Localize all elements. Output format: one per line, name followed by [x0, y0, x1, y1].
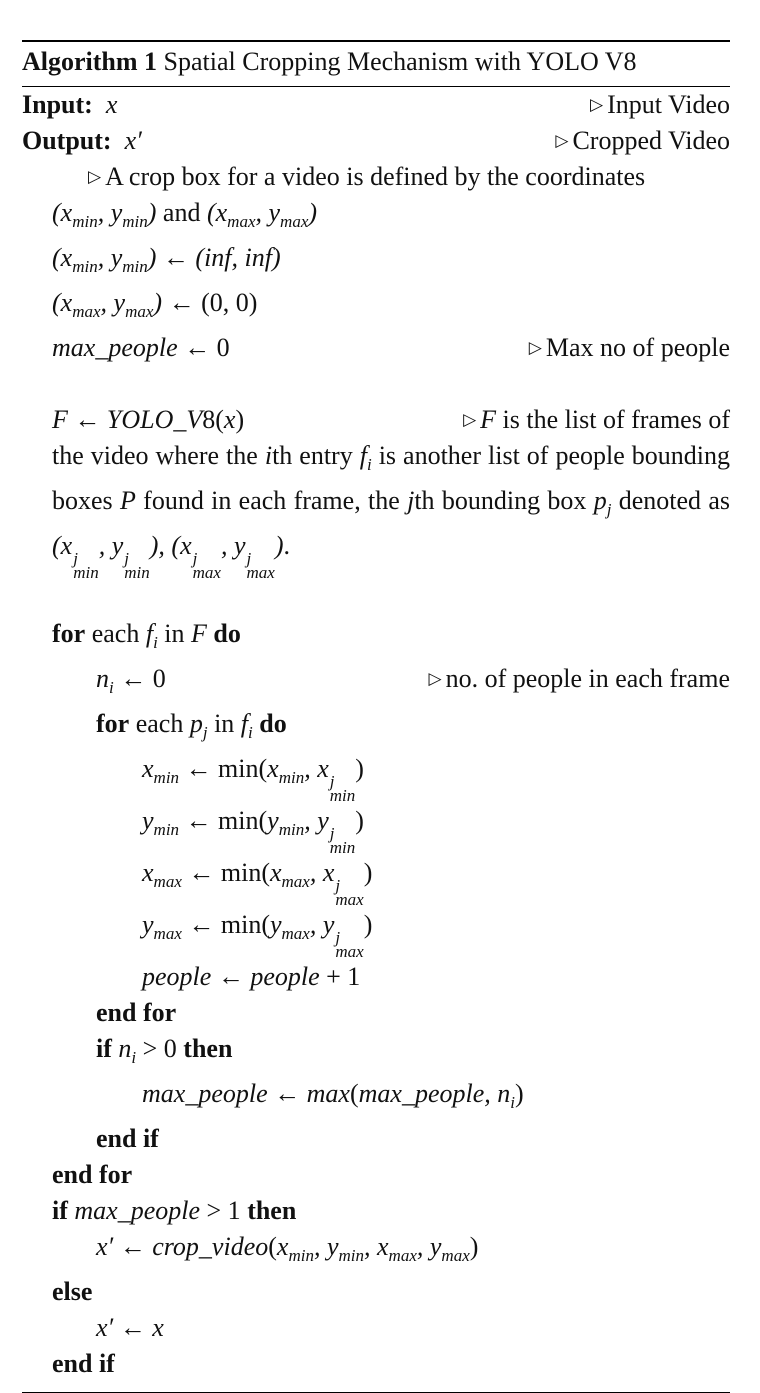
input-comment: ▷ Input Video	[590, 90, 730, 119]
output-comment: ▷ Cropped Video	[555, 126, 730, 155]
algo-line	[22, 959, 730, 995]
algo-line	[22, 1121, 730, 1157]
algo-line-text: max_people ← max(max_people, $n_i$)	[142, 1079, 524, 1112]
algo-line	[22, 803, 730, 855]
comment-triangle-icon: ▷	[590, 95, 604, 114]
algorithm-block	[22, 40, 730, 1393]
line-comment: ▷ no. of people in each frame	[428, 664, 730, 693]
blank-line	[22, 366, 730, 402]
algo-line	[22, 240, 730, 285]
algo-line	[22, 1157, 730, 1193]
algo-line-text: end for	[52, 1160, 133, 1189]
algo-line	[22, 907, 730, 959]
algo-line-text: ($x_{max}$, $y_{max}$) ← (0, 0)	[52, 288, 258, 321]
algorithm-title: Spatial Cropping Mechanism with YOLO V8	[163, 47, 637, 76]
algo-line	[22, 195, 730, 240]
algo-line-text: x′ ← x	[96, 1313, 164, 1342]
algo-line	[22, 330, 730, 366]
line-comment: ▷ Max no of people	[528, 333, 730, 362]
algo-line-text: if max_people > 1 then	[52, 1196, 297, 1225]
algo-line-text: $n_i$ ← 0	[96, 664, 166, 697]
algo-line-text: $y_{min}$ ← $\min(y_{min}$, y j min )	[142, 806, 364, 857]
algo-line-text: max_people ← 0	[52, 333, 230, 362]
algo-line	[22, 706, 730, 751]
comment-triangle-icon: ▷	[463, 410, 477, 429]
input-value: x	[105, 90, 118, 119]
wrapped-comment: the video where the ith entry $f_i$ is another list of people bounding boxes P found in each frame, the jth bounding box $p_j$ denoted as (x j min , y j min ), (x j max , y j max ).	[52, 441, 730, 582]
output-value: x′	[124, 126, 142, 155]
algo-line	[22, 661, 730, 706]
algo-line-text: x′ ← $crop\_video(x_{min}$, $y_{min}$, $x_{max}$, $y_{max}$)	[96, 1232, 479, 1265]
input-keyword: Input:	[22, 90, 93, 119]
input-line	[22, 87, 730, 123]
output-keyword: Output:	[22, 126, 112, 155]
algo-line	[22, 1031, 730, 1076]
algo-line	[22, 1346, 730, 1382]
algo-line-text: F ← YOLO_V8(x)	[52, 405, 245, 434]
algo-line-text: people ← people + 1	[142, 962, 361, 991]
line-comment: ▷ F is the list of frames of	[463, 405, 730, 434]
algo-line-text: ($x_{min}$, $y_{min}$) and ($x_{max}$, $y_{max}$)	[52, 198, 318, 231]
algo-line	[22, 1274, 730, 1310]
algo-line	[22, 402, 730, 438]
comment-triangle-icon: ▷	[88, 167, 102, 186]
algo-line	[22, 855, 730, 907]
algo-line	[22, 995, 730, 1031]
algo-line-text: end for	[96, 998, 177, 1027]
algo-line	[22, 1076, 730, 1121]
algo-line-text: $y_{max}$ ← $\min(y_{max}$, y j max )	[142, 910, 373, 961]
algo-line	[22, 616, 730, 661]
algo-line-text: end if	[96, 1124, 159, 1153]
algo-line-text: end if	[52, 1349, 115, 1378]
top-rule	[22, 40, 730, 42]
algorithm-label: Algorithm 1	[22, 47, 158, 76]
comment-triangle-icon: ▷	[555, 131, 569, 150]
algo-line	[22, 751, 730, 803]
algo-line-text: else	[52, 1277, 93, 1306]
comment-line	[22, 159, 730, 195]
algo-line	[22, 285, 730, 330]
comment-text: A crop box for a video is defined by the coordinates	[105, 162, 646, 191]
algo-line-text: for each $p_j$ in $f_i$ do	[96, 709, 287, 742]
blank-line	[22, 580, 730, 616]
algo-line	[22, 1193, 730, 1229]
algo-line-text: $x_{max}$ ← $\min(x_{max}$, x j max )	[142, 858, 373, 909]
algorithm-caption	[22, 44, 730, 80]
comment-triangle-icon: ▷	[528, 338, 542, 357]
algo-line-text: $x_{min}$ ← $\min(x_{min}$, x j min )	[142, 754, 364, 805]
comment-triangle-icon: ▷	[428, 669, 442, 688]
algo-line-text: ($x_{min}$, $y_{min}$) ← (inf, inf)	[52, 243, 281, 276]
algo-line	[22, 1310, 730, 1346]
algo-line-text: if $n_i > 0$ then	[96, 1034, 233, 1067]
output-line	[22, 123, 730, 159]
algo-line-text: for each $f_i$ in F do	[52, 619, 241, 652]
